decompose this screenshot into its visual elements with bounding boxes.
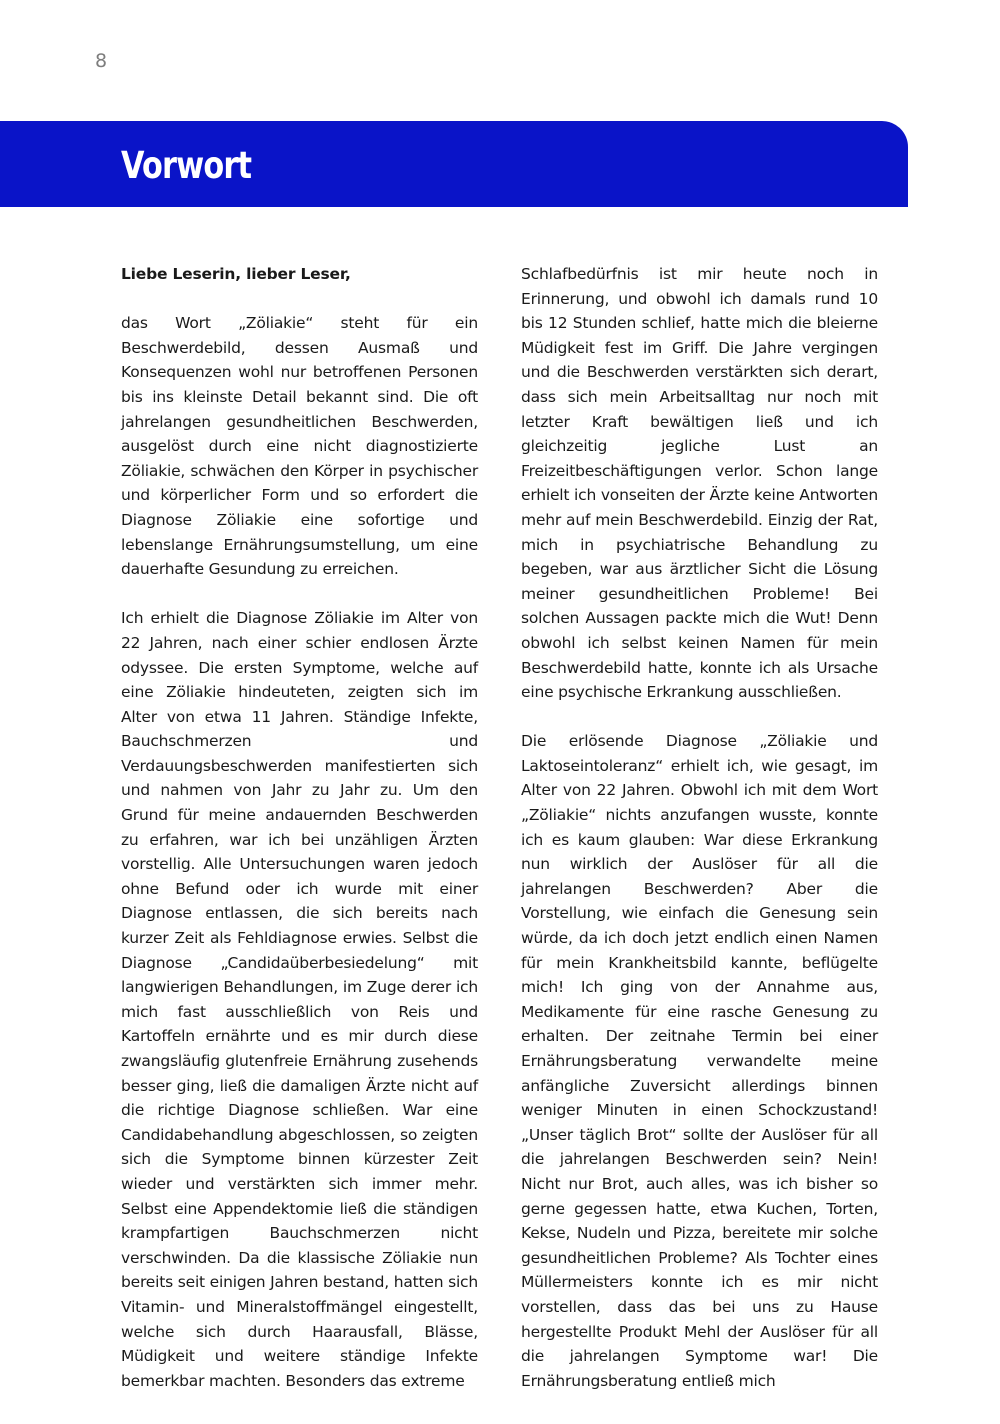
right-text-column: [521, 262, 878, 1393]
paragraph: Ich erhielt die Diagnose Zöliakie im Alter von 22 Jahren, nach einer schier endlosen Ärzte odyssee. Die ersten Symptome, welche auf eine Zöliakie hindeuteten, zeigten sich im Alter von etwa 11 Jahren. Ständige Infekte, Bauchschmerzen und Verdauungsbeschwerden manifestierten sich und nahmen von Jahr zu Jahr zu. Um den Grund für meine andauernden Beschwerden zu erfahren, war ich bei unzähligen Ärzten vorstellig. Alle Untersuchungen waren jedoch ohne Befund oder ich wurde mit einer Diagnose entlassen, die sich bereits nach kurzer Zeit als Fehldiagnose erwies. Selbst die Diagnose „Candidaüberbesiedelung“ mit langwierigen Behandlungen, im Zuge derer ich mich fast ausschließlich von Reis und Kartoffeln ernährte und es mir durch diese zwangsläufig glutenfreie Ernährung zusehends besser ging, ließ die damaligen Ärzte nicht auf die richtige Diagnose schließen. War eine Candidabehandlung abgeschlossen, so zeigten sich die Symptome binnen kürzester Zeit wieder und verstärkten sich immer mehr. Selbst eine Appendektomie ließ die ständigen krampfartigen Bauchschmerzen nicht verschwinden. Da die klassische Zöliakie nun bereits seit einigen Jahren bestand, hatten sich Vitamin- und Mineralstoffmängel eingestellt, welche sich durch Haarausfall, Blässe, Müdigkeit und weitere ständige Infekte bemerkbar machten. Besonders das extreme: [121, 609, 478, 1390]
greeting: Liebe Leserin, lieber Leser,: [121, 265, 351, 283]
paragraph: Die erlösende Diagnose „Zöliakie und Laktoseintoleranz“ erhielt ich, wie gesagt, im Alter von 22 Jahren. Obwohl ich mit dem Wort „Zöliakie“ nichts anzufangen wusste, konnte ich es kaum glauben: War diese Erkrankung nun wirklich der Auslöser für all die jahrelangen Beschwerden? Aber die Vorstellung, wie einfach die Genesung sein würde, da ich doch jetzt endlich einen Namen für mein Krankheitsbild kannte, beflügelte mich! Ich ging von der Annahme aus, Medikamente für eine rasche Genesung zu erhalten. Der zeitnahe Termin bei einer Ernährungsberatung verwandelte meine anfängliche Zuversicht allerdings binnen weniger Minuten in einen Schockzustand! „Unser täglich Brot“ sollte der Auslöser für all die jahrelangen Beschwerden sein? Nein! Nicht nur Brot, auch alles, was ich bisher so gerne gegessen hatte, etwa Kuchen, Torten, Kekse, Nudeln und Pizza, bereitete mir solche gesundheitlichen Probleme? Als Tochter eines Müllermeisters konnte ich es mir nicht vorstellen, dass das bei uns zu Hause hergestellte Produkt Mehl der Auslöser für all die jahrelangen Symptome war! Die Ernährungsberatung entließ mich: [521, 732, 878, 1390]
paragraph: das Wort „Zöliakie“ steht für ein Beschwerdebild, dessen Ausmaß und Konsequenzen wohl nur betroffenen Personen bis ins kleinste Detail bekannt sind. Die oft jahrelangen gesundheitlichen Beschwerden, ausgelöst durch eine nicht diagnostizierte Zöliakie, schwächen den Körper in psychischer und körperlicher Form und so erfordert die Diagnose Zöliakie eine sofortige und lebenslange Ernährungsumstellung, um eine dauerhafte Gesundung zu erreichen.: [121, 314, 478, 579]
paragraph: Schlafbedürfnis ist mir heute noch in Erinnerung, und obwohl ich damals rund 10 bis 12 Stunden schlief, hatte mich die bleierne Müdigkeit fest im Griff. Die Jahre vergingen und die Beschwerden verstärkten sich derart, dass sich mein Arbeitsalltag nur noch mit letzter Kraft bewältigen ließ und ich gleichzeitig jegliche Lust an Freizeitbeschäftigungen verlor. Schon lange erhielt ich vonseiten der Ärzte keine Antworten mehr auf mein Beschwerdebild. Einzig der Rat, mich in psychiatrische Behandlung zu begeben, war aus ärztlicher Sicht die Lösung meiner gesundheitlichen Probleme! Bei solchen Aussagen packte mich die Wut! Denn obwohl ich selbst keinen Namen für mein Beschwerdebild hatte, konnte ich als Ursache eine psychische Erkrankung ausschließen.: [521, 265, 878, 702]
left-text-column: [121, 262, 478, 1393]
page-number: 8: [95, 50, 108, 72]
chapter-title: Vorwort: [121, 144, 252, 187]
